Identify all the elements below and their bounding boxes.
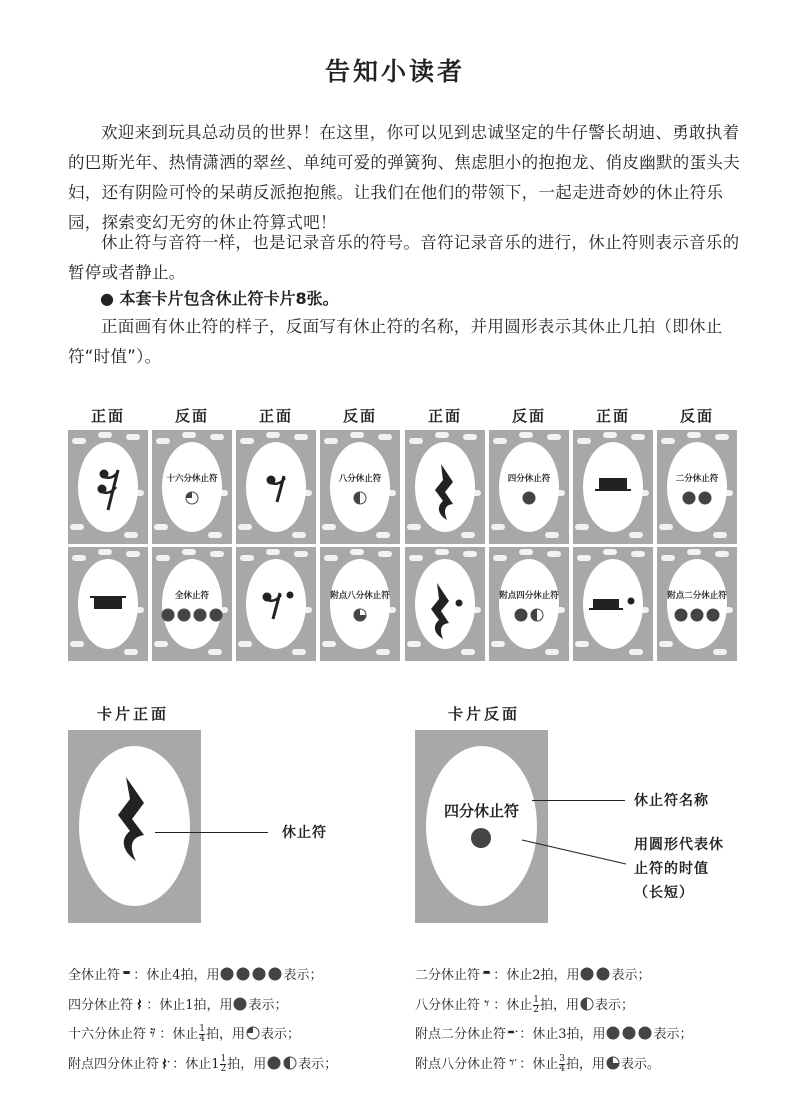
card-front <box>573 430 653 544</box>
half-circle-icon <box>580 997 594 1011</box>
half-circle-icon <box>530 608 544 622</box>
column-header-back: 反面 <box>679 407 714 425</box>
half-circle-icon <box>283 1056 297 1070</box>
full-circle-icon <box>233 997 247 1011</box>
legend-text: 表示； <box>298 1056 338 1072</box>
column-header-back: 反面 <box>174 407 209 425</box>
legend-text: ：休止 <box>519 1056 559 1072</box>
back-name-callout: 休止符名称 <box>634 793 709 809</box>
card-back <box>320 547 400 661</box>
full-circle-icon <box>268 967 282 981</box>
full-circle-icon <box>698 491 712 505</box>
legend-text: 拍，用 <box>539 997 579 1013</box>
front-callout-line <box>155 832 268 833</box>
full-circle-icon <box>177 608 191 622</box>
column-header-front: 正面 <box>90 407 125 425</box>
full-circle-icon <box>220 967 234 981</box>
quarter-rest-icon <box>133 993 146 1013</box>
legend-text: ：休止 <box>159 1026 199 1042</box>
card-back <box>489 430 569 544</box>
card-rest-name: 全休止符 <box>174 591 209 601</box>
card-back <box>320 430 400 544</box>
legend-text: ：休止3拍，用 <box>519 1026 606 1042</box>
dotted-quarter-rest-icon <box>415 559 475 649</box>
legend-rest-name: 附点八分休止符 <box>415 1056 507 1072</box>
back-name-callout-line <box>532 800 625 801</box>
card-duration-circles <box>326 607 394 626</box>
legend-text: 拍，用 <box>565 1056 605 1072</box>
full-circle-icon <box>514 608 528 622</box>
sixteenth-rest-icon <box>78 442 138 532</box>
card-front <box>405 430 485 544</box>
card-front <box>405 547 485 661</box>
card-back <box>657 430 737 544</box>
quarter-rest-icon <box>112 775 152 865</box>
back-value-callout-line <box>520 838 630 868</box>
full-circle-icon <box>252 967 266 981</box>
dotted-eighth-rest-icon <box>506 1052 519 1072</box>
legend-row <box>68 1052 337 1074</box>
fraction: $\frac{1}{2}$ <box>220 1053 227 1074</box>
card-duration-circles <box>158 490 226 509</box>
fraction: $\frac{3}{4}$ <box>559 1053 565 1074</box>
card-front <box>573 547 653 661</box>
legend-text: ：休止1拍，用 <box>146 997 233 1013</box>
card-front <box>68 430 148 544</box>
intro-paragraph-3: 正面画有休止符的样子，反面写有休止符的名称，并用圆形表示其休止几拍（即休止符“时值”）。 <box>68 317 723 366</box>
legend-row <box>415 993 634 1015</box>
card-duration-circles <box>663 607 731 626</box>
quarter-rest-icon <box>415 442 475 532</box>
fraction: $\frac{1}{2}$ <box>533 994 539 1015</box>
half-rest-icon <box>480 963 493 983</box>
sixteenth-rest-icon <box>146 1022 159 1042</box>
full-circle-icon <box>606 1026 620 1040</box>
dotted-quarter-rest-icon <box>159 1052 172 1072</box>
legend-text: 表示； <box>283 967 323 983</box>
legend-rest-name: 附点二分休止符 <box>415 1026 507 1042</box>
legend-row <box>68 1022 300 1044</box>
big-card-rest-name: 四分休止符 <box>443 802 519 820</box>
full-circle-icon <box>682 491 696 505</box>
column-header-front: 正面 <box>258 407 293 425</box>
whole-rest-icon <box>78 559 138 649</box>
column-header-front: 正面 <box>595 407 630 425</box>
half-rest-icon <box>583 442 643 532</box>
intro-bullet: ● 本套卡片包含休止符卡片8张。 <box>100 289 339 308</box>
fraction: $\frac{1}{4}$ <box>199 1023 205 1044</box>
full-circle-icon <box>596 967 610 981</box>
full-circle-icon <box>622 1026 636 1040</box>
legend-rest-name: 十六分休止符 <box>68 1026 147 1042</box>
dotted-eighth-rest-icon <box>246 559 306 649</box>
legend-text: 拍，用 <box>205 1026 245 1042</box>
card-rest-name: 附点八分休止符 <box>330 591 390 601</box>
legend-row <box>68 963 323 983</box>
full-circle-icon <box>209 608 223 622</box>
card-rest-name: 八分休止符 <box>338 474 382 484</box>
card-front <box>236 547 316 661</box>
legend-rest-name: 附点四分休止符 <box>68 1056 160 1072</box>
dotted-half-rest-icon <box>506 1022 519 1042</box>
legend-text: 表示； <box>248 997 288 1013</box>
card-rest-name: 四分休止符 <box>507 474 551 484</box>
full-circle-icon <box>706 608 720 622</box>
dotted-half-rest-icon <box>583 559 643 649</box>
card-back <box>489 547 569 661</box>
card-front <box>236 430 316 544</box>
legend-text: 拍，用 <box>227 1056 267 1072</box>
card-duration-circles <box>495 490 563 509</box>
column-header-front: 正面 <box>427 407 462 425</box>
legend-rest-name: 二分休止符 <box>415 967 481 983</box>
full-circle-icon <box>236 967 250 981</box>
full-circle-icon <box>580 967 594 981</box>
legend-text: ：休止2拍，用 <box>493 967 580 983</box>
legend-text: ：休止 <box>493 997 533 1013</box>
legend-text: 表示； <box>260 1026 300 1042</box>
card-duration-circles <box>495 607 563 626</box>
legend-row <box>415 963 651 983</box>
legend-rest-name: 全休止符 <box>68 967 121 983</box>
quarter-circle-icon <box>185 491 199 505</box>
front-card-label: 卡片正面 <box>97 705 170 723</box>
card-back <box>152 430 232 544</box>
legend-text: 表示； <box>611 967 651 983</box>
legend-text: 表示； <box>594 997 634 1013</box>
card-rest-name: 附点二分休止符 <box>667 591 727 601</box>
card-rest-name: 十六分休止符 <box>166 474 218 484</box>
card-rest-name: 二分休止符 <box>675 474 719 484</box>
legend-text: 表示； <box>653 1026 693 1042</box>
column-header-back: 反面 <box>342 407 377 425</box>
front-callout: 休止符 <box>282 825 327 841</box>
full-circle-icon <box>470 827 492 849</box>
column-header-back: 反面 <box>511 407 546 425</box>
full-circle-icon <box>522 491 536 505</box>
back-card-label: 卡片反面 <box>448 705 521 723</box>
three-quarter-circle-icon <box>353 608 367 622</box>
quarter-circle-icon <box>246 1026 260 1040</box>
legend-row <box>68 993 288 1013</box>
card-rest-name: 附点四分休止符 <box>499 591 559 601</box>
legend-rest-name: 四分休止符 <box>68 997 134 1013</box>
card-duration-circles <box>663 490 731 509</box>
full-circle-icon <box>193 608 207 622</box>
three-quarter-circle-icon <box>606 1056 620 1070</box>
legend-text: ：休止4拍，用 <box>133 967 220 983</box>
legend-row <box>415 1022 693 1042</box>
full-circle-icon <box>161 608 175 622</box>
big-card-back <box>415 730 548 923</box>
card-duration-circles <box>326 490 394 509</box>
full-circle-icon <box>638 1026 652 1040</box>
full-circle-icon <box>690 608 704 622</box>
big-card-front <box>68 730 201 923</box>
back-value-callout: 用圆形代表休止符的时值（长短） <box>634 837 724 901</box>
page-title: 告知小读者 <box>324 57 465 86</box>
legend-row <box>415 1052 660 1074</box>
card-back <box>152 547 232 661</box>
eighth-rest-icon <box>246 442 306 532</box>
card-duration-circles <box>158 607 226 626</box>
legend-rest-name: 八分休止符 <box>415 997 481 1013</box>
full-circle-icon <box>267 1056 281 1070</box>
intro-paragraph-2: 休止符与音符一样，也是记录音乐的符号。音符记录音乐的进行，休止符则表示音乐的暂停或者静止。 <box>68 233 740 282</box>
intro-paragraph-1: 欢迎来到玩具总动员的世界！在这里，你可以见到忠诚坚定的牛仔警长胡迪、勇敢执着的巴斯光年、热情潇洒的翠丝、单纯可爱的弹簧狗、焦虑胆小的抱抱龙、俏皮幽默的蛋头夫妇，还有阴险可怜的呆萌反派抱抱熊。让我们在他们的带领下，一起走进奇妙的休止符乐园，探索变幻无穷的休止符算式吧！ <box>68 123 740 232</box>
card-back <box>657 547 737 661</box>
legend-text: ：休止1 <box>172 1056 220 1072</box>
half-circle-icon <box>353 491 367 505</box>
card-front <box>68 547 148 661</box>
full-circle-icon <box>674 608 688 622</box>
eighth-rest-icon <box>480 993 493 1013</box>
whole-rest-icon <box>120 963 133 983</box>
legend-text: 表示。 <box>620 1056 660 1072</box>
